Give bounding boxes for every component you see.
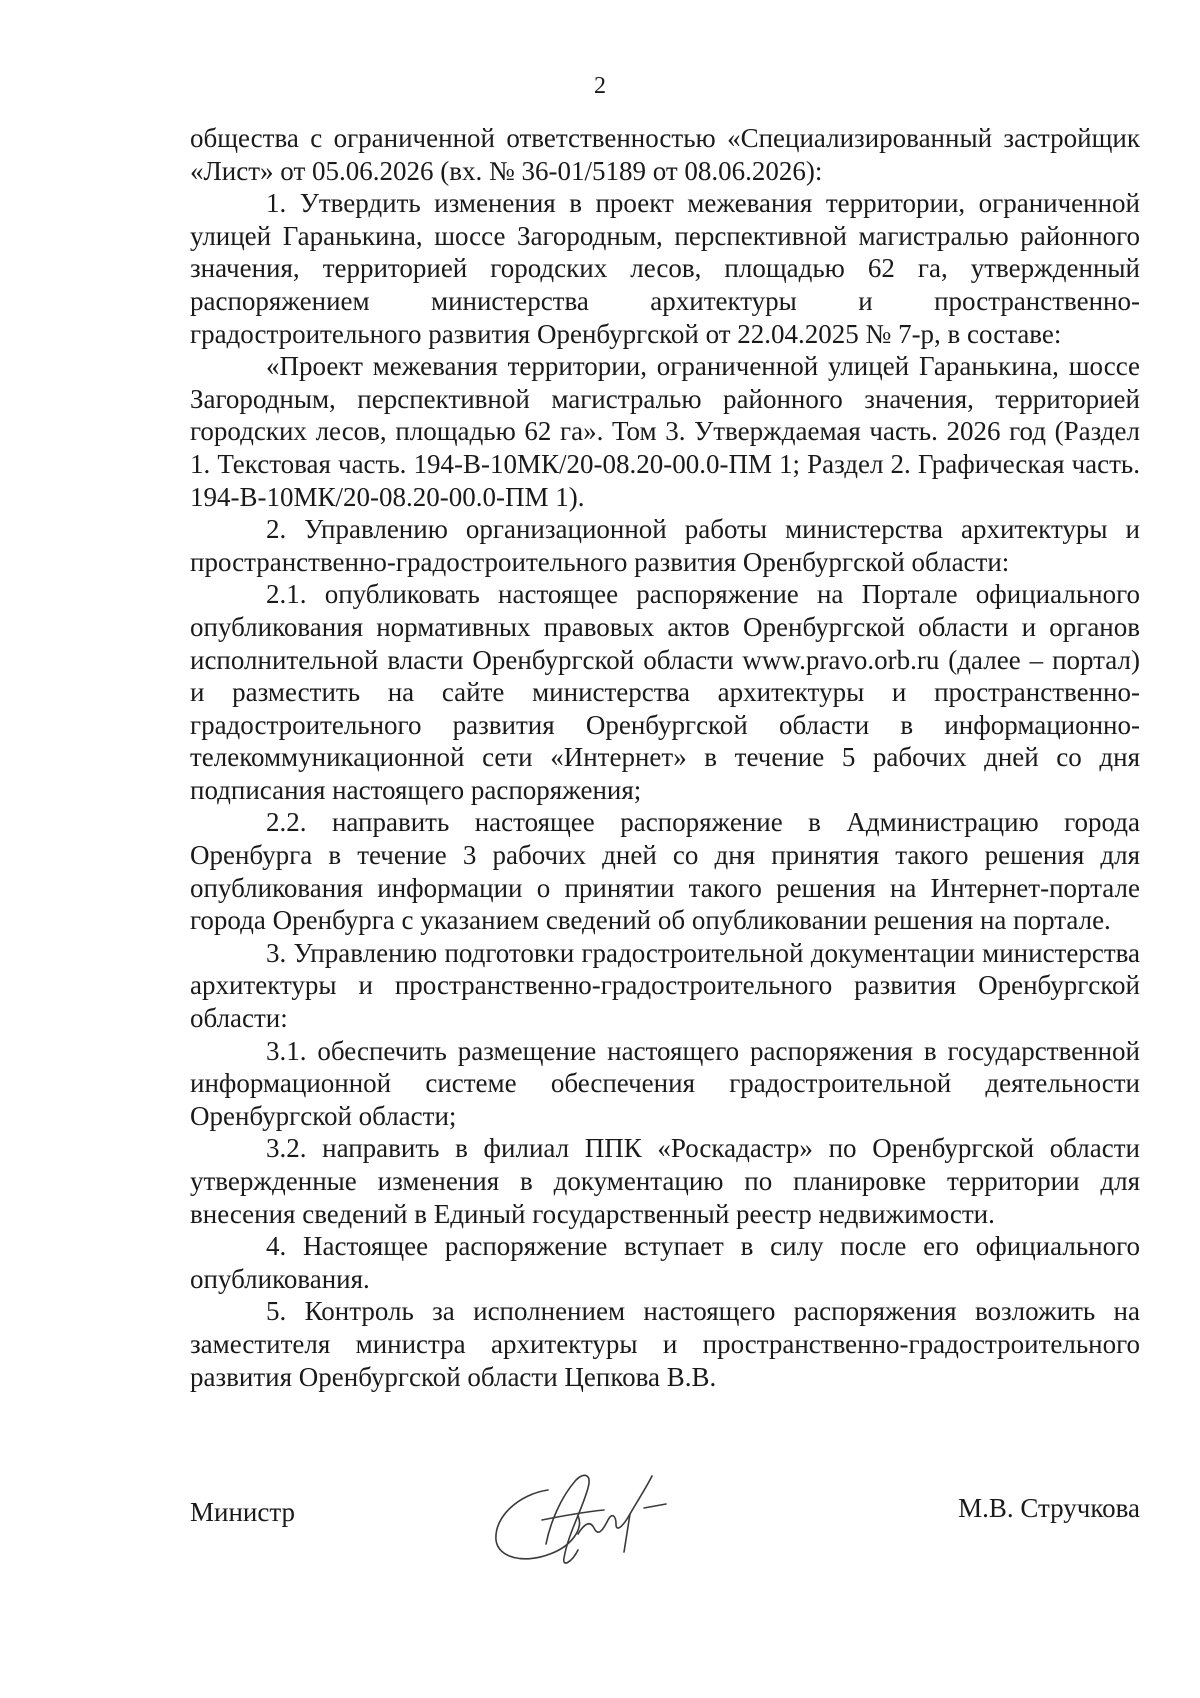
paragraph-intro: общества с ограниченной ответственностью «Специализированный застройщик «Лист» от 05.06.2026 (вх. № 36-01/5189 от 08.06.2026):	[190, 123, 1140, 186]
signature-drawing	[480, 1454, 690, 1574]
paragraph-item-2-2: 2.2. направить настоящее распоряжение в Администрацию города Оренбурга в течение 3 рабочих дней со дня принятия такого решения для опубликования информации о принятии такого решения на Интернет-портале города Оренбурга с указанием сведений об опубликовании решения на портале.	[190, 807, 1140, 936]
paragraph-item-2-1: 2.1. опубликовать настоящее распоряжение на Портале официального опубликования нормативных правовых актов Оренбургской области и органов исполнительной власти Оренбургской области www.pravo.orb.ru (далее – портал) и разместить на сайте министерства архитектуры и пространственно-градостроительного развития Оренбургской области в информационно-телекоммуникационной сети «Интернет» в течение 5 рабочих дней со дня подписания настоящего распоряжения;	[190, 579, 1140, 805]
paragraph-item-5: 5. Контроль за исполнением настоящего распоряжения возложить на заместителя министра архитектуры и пространственно-градостроительного развития Оренбургской области Цепкова В.В.	[190, 1296, 1140, 1392]
document-body	[190, 122, 1140, 1393]
paragraph-item-1: 1. Утвердить изменения в проект межевания территории, ограниченной улицей Гаранькина, шоссе Загородным, перспективной магистралью районного значения, территорией городских лесов, площадью 62 га, утвержденный распоряжением министерства архитектуры и пространственно-градостроительного развития Оренбургской от 22.04.2025 № 7-р, в составе:	[190, 188, 1140, 349]
paragraph-item-2: 2. Управлению организационной работы министерства архитектуры и пространственно-градостроительного развития Оренбургской области:	[190, 514, 1140, 577]
signature-strokes	[496, 1475, 666, 1563]
signature-stroke-end	[644, 1504, 666, 1508]
paragraph-item-3: 3. Управлению подготовки градостроительной документации министерства архитектуры и пространственно-градостроительного развития Оренбургской области:	[190, 937, 1140, 1034]
paragraph-item-1-composition: «Проект межевания территории, ограниченной улицей Гаранькина, шоссе Загородным, перспективной магистралью районного значения, территорией городских лесов, площадью 62 га». Том 3. Утверждаемая часть. 2026 год (Раздел 1. Текстовая часть. 194-В-10МК/20-08.20-00.0-ПМ 1; Раздел 2. Графическая часть. 194-В-10МК/20-08.20-00.0-ПМ 1).	[190, 351, 1140, 512]
paragraph-item-3-1: 3.1. обеспечить размещение настоящего распоряжения в государственной информационной системе обеспечения градостроительной деятельности Оренбургской области;	[190, 1035, 1140, 1131]
signature-stroke-main	[546, 1475, 589, 1563]
signer-name: М.В. Стручкова	[958, 1493, 1140, 1523]
signer-title: Министр	[190, 1497, 295, 1527]
page-number: 2	[594, 73, 606, 99]
signature-block	[190, 1470, 1140, 1570]
signature-stroke-crossbar	[542, 1510, 604, 1520]
paragraph-item-4: 4. Настоящее распоряжение вступает в силу после его официального опубликования.	[190, 1231, 1140, 1294]
paragraph-item-3-2: 3.2. направить в филиал ППК «Роскадастр» по Оренбургской области утвержденные изменения в документацию по планировке территории для внесения сведений в Единый государственный реестр недвижимости.	[190, 1133, 1140, 1229]
handwritten-signature	[480, 1454, 690, 1574]
